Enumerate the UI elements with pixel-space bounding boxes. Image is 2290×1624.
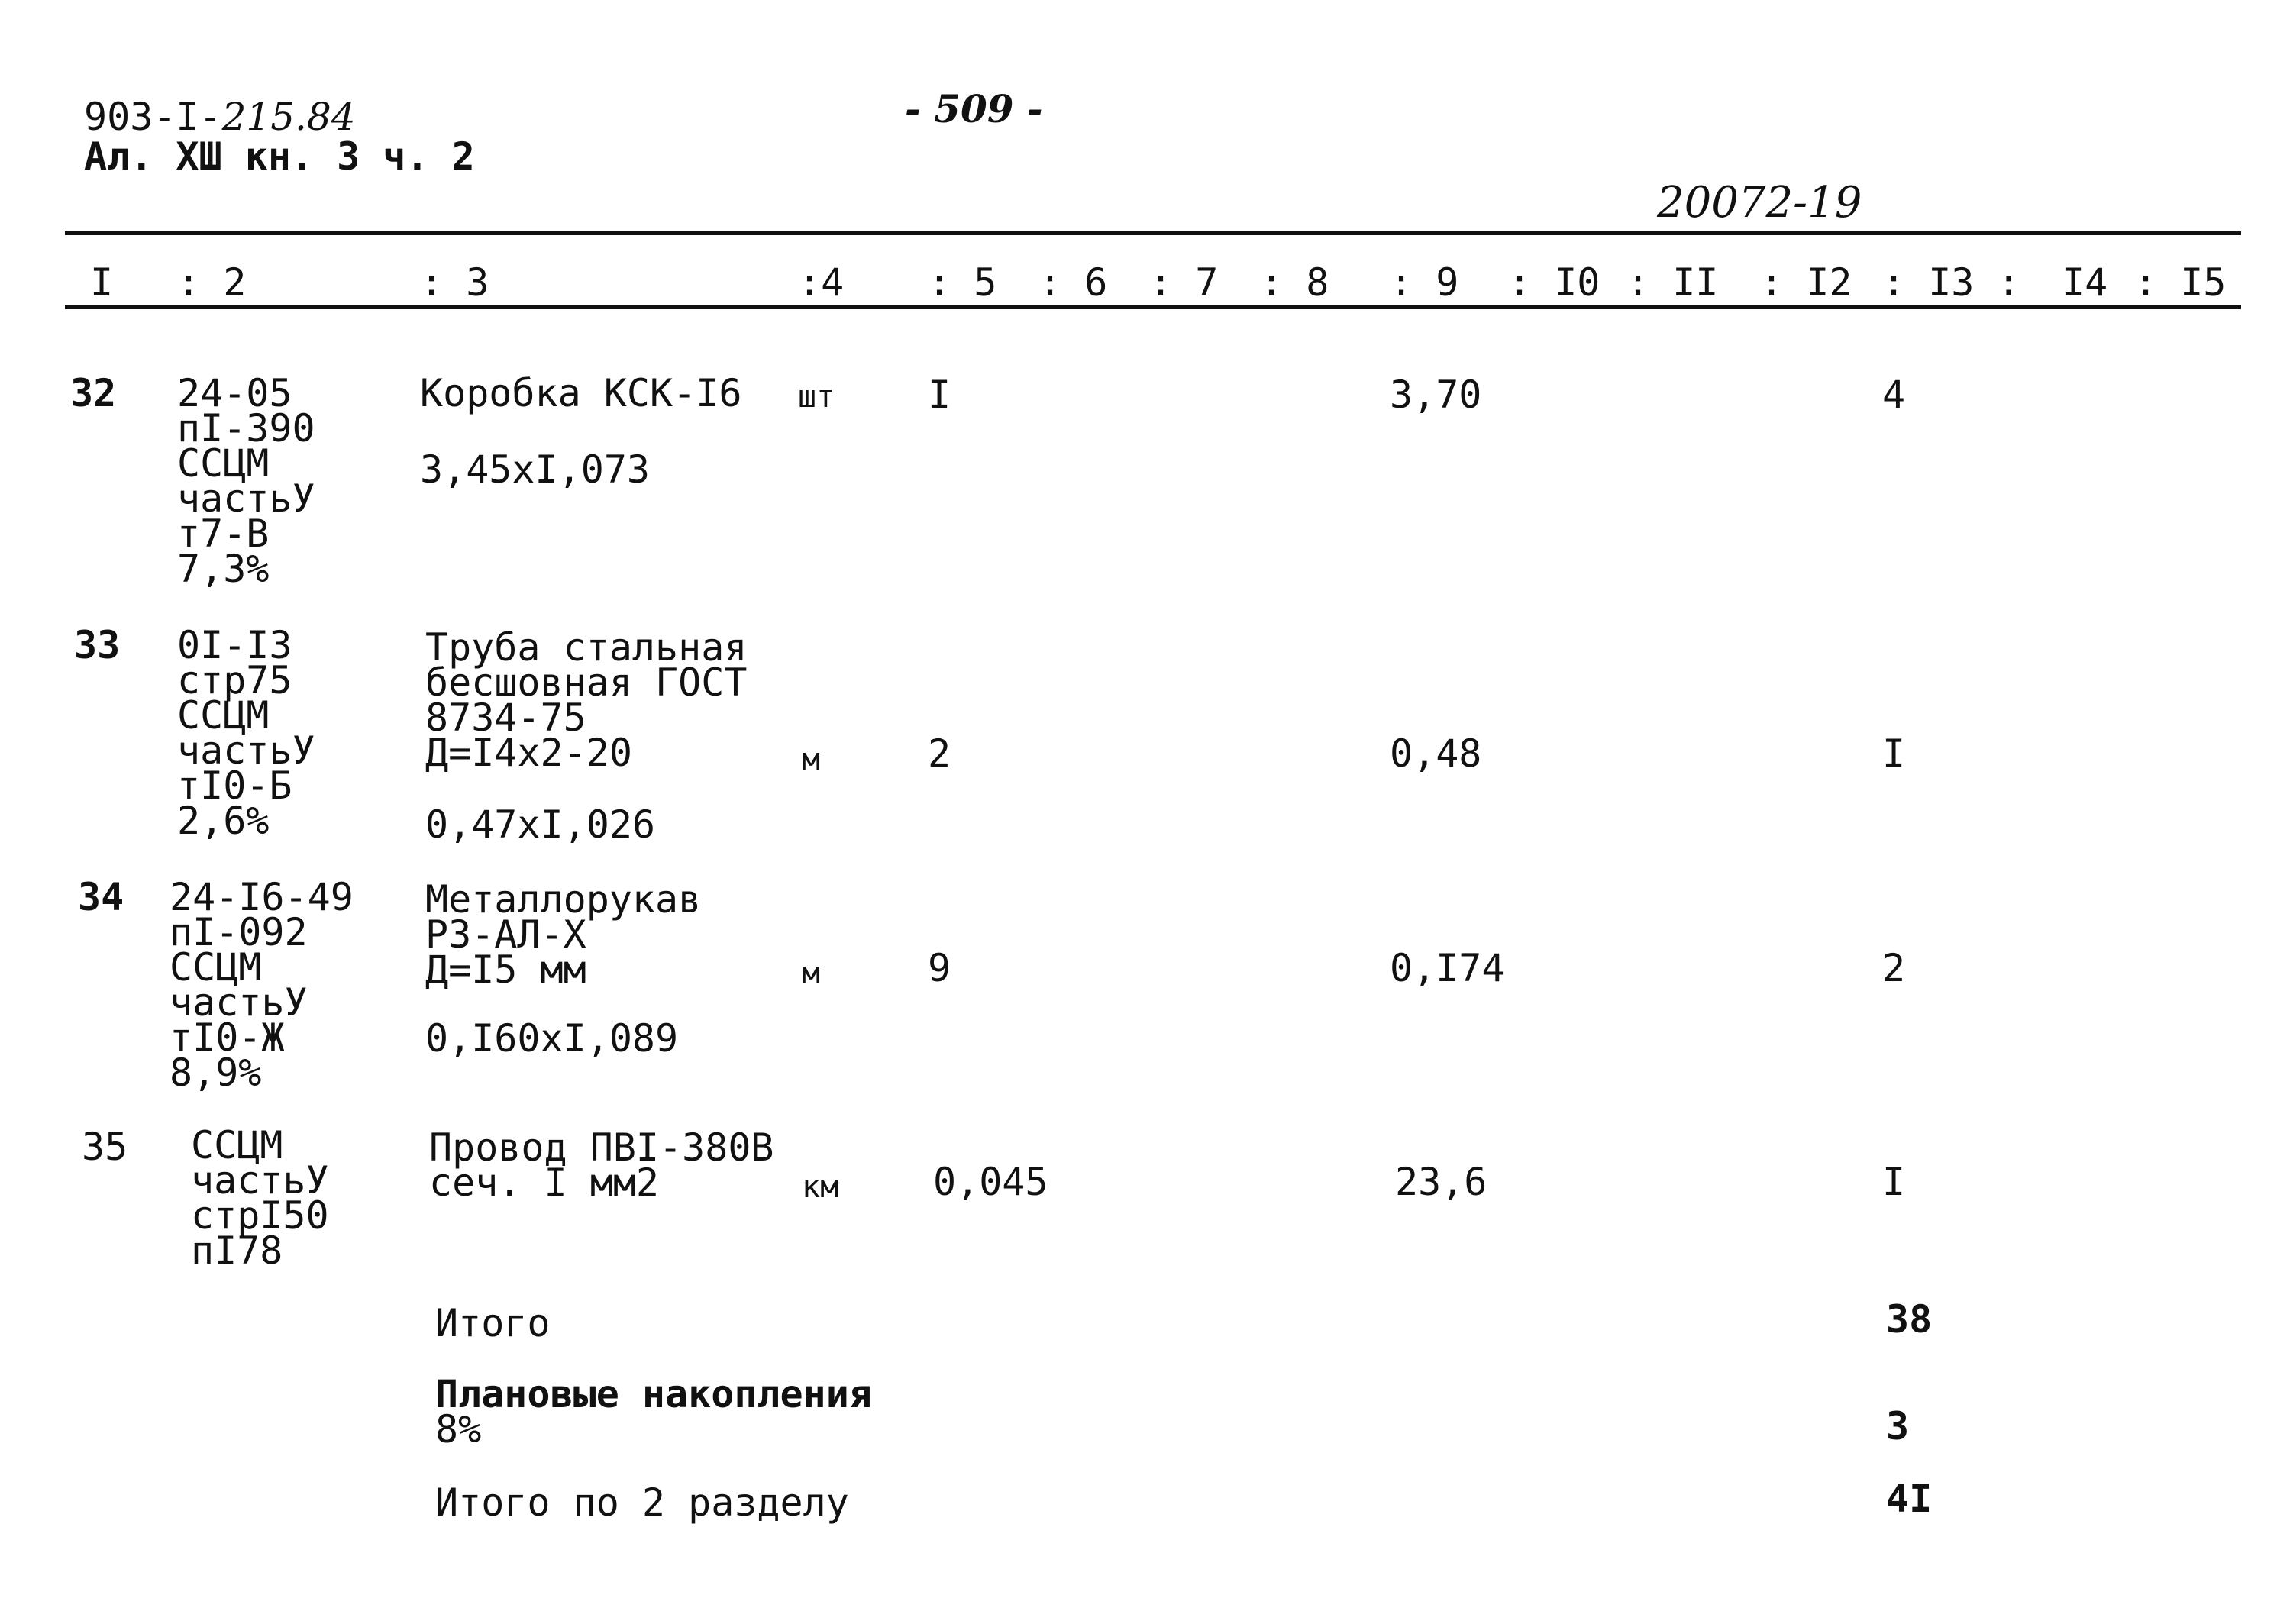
unit: м (802, 956, 821, 991)
column-header: : II (1626, 260, 1719, 305)
total-cost: I (1882, 731, 1906, 776)
column-header: : 9 (1390, 260, 1459, 305)
item-calc: 0,I60хI,089 (425, 1016, 679, 1061)
row-number: 32 (70, 371, 117, 415)
item-name: Труба стальная бесшовная ГОСТ 8734-75 Д=I4х2-20 (425, 625, 748, 775)
norm-reference: 24-05 пI-390 ССЦМ частьУ т7-В 7,3% (177, 371, 315, 591)
row-number: 35 (82, 1125, 128, 1169)
row-number: 33 (74, 623, 121, 667)
album-line: Ал. ХШ кн. 3 ч. 2 (84, 134, 475, 179)
stamp-number: 20072-19 (1657, 178, 1862, 228)
unit: км (802, 1170, 839, 1205)
summary-value: 38 (1886, 1297, 1933, 1341)
column-header: :4 (798, 260, 845, 305)
total-cost: I (1882, 1160, 1906, 1204)
item-name: Провод ПВI-380В сеч. I мм2 (429, 1125, 774, 1205)
unit: шт (798, 379, 835, 415)
quantity: 2 (928, 731, 951, 776)
column-header: : 3 (420, 260, 489, 305)
summary-value: 4I (1886, 1477, 1933, 1521)
row-number: 34 (78, 875, 124, 919)
item-name: Металлорукав Р3-АЛ-Х Д=I5 мм (425, 877, 702, 992)
column-header: : 2 (177, 260, 247, 305)
page-number: - 509 - (905, 86, 1043, 131)
column-header: : I3 : (1882, 260, 2020, 305)
column-header: I (90, 260, 114, 305)
document-code-handwritten: 215.84 (221, 95, 356, 139)
unit-price: 0,48 (1390, 731, 1482, 776)
unit-price: 23,6 (1395, 1160, 1487, 1204)
column-header: : 6 (1038, 260, 1108, 305)
summary-value: 3 (1886, 1404, 1910, 1448)
item-calc: 0,47хI,026 (425, 802, 656, 847)
document-code (84, 95, 356, 139)
item-name: Коробка КСК-I6 (420, 371, 742, 415)
summary-label: Итого (435, 1301, 551, 1345)
header-rule-top (65, 231, 2241, 235)
column-header: : 7 (1149, 260, 1219, 305)
column-header: : I2 (1760, 260, 1852, 305)
column-header: : I0 (1508, 260, 1600, 305)
summary-label: Итого по 2 разделу (435, 1480, 849, 1525)
column-header: : I5 (2134, 260, 2227, 305)
column-header: : 5 (928, 260, 997, 305)
summary-label: Плановые накопления 8% (435, 1372, 872, 1451)
quantity: 0,045 (933, 1160, 1048, 1204)
quantity: 9 (928, 946, 951, 990)
quantity: I (928, 373, 951, 417)
norm-reference: 24-I6-49 пI-092 ССЦМ частьУ тI0-Ж 8,9% (170, 875, 354, 1095)
header-rule-bottom (65, 305, 2241, 309)
norm-reference: 0I-I3 стр75 ССЦМ частьУ тI0-Б 2,6% (177, 623, 315, 843)
unit-price: 0,I74 (1390, 946, 1505, 990)
document-code-prefix: 903-I- (84, 95, 222, 139)
total-cost: 4 (1882, 373, 1906, 417)
unit-price: 3,70 (1390, 373, 1482, 417)
column-header: : 8 (1260, 260, 1329, 305)
norm-reference: ССЦМ частьУ стрI50 пI78 (191, 1123, 329, 1273)
column-header: I4 (2062, 260, 2108, 305)
total-cost: 2 (1882, 946, 1906, 990)
unit: м (802, 742, 821, 777)
item-calc: 3,45хI,073 (420, 447, 651, 492)
